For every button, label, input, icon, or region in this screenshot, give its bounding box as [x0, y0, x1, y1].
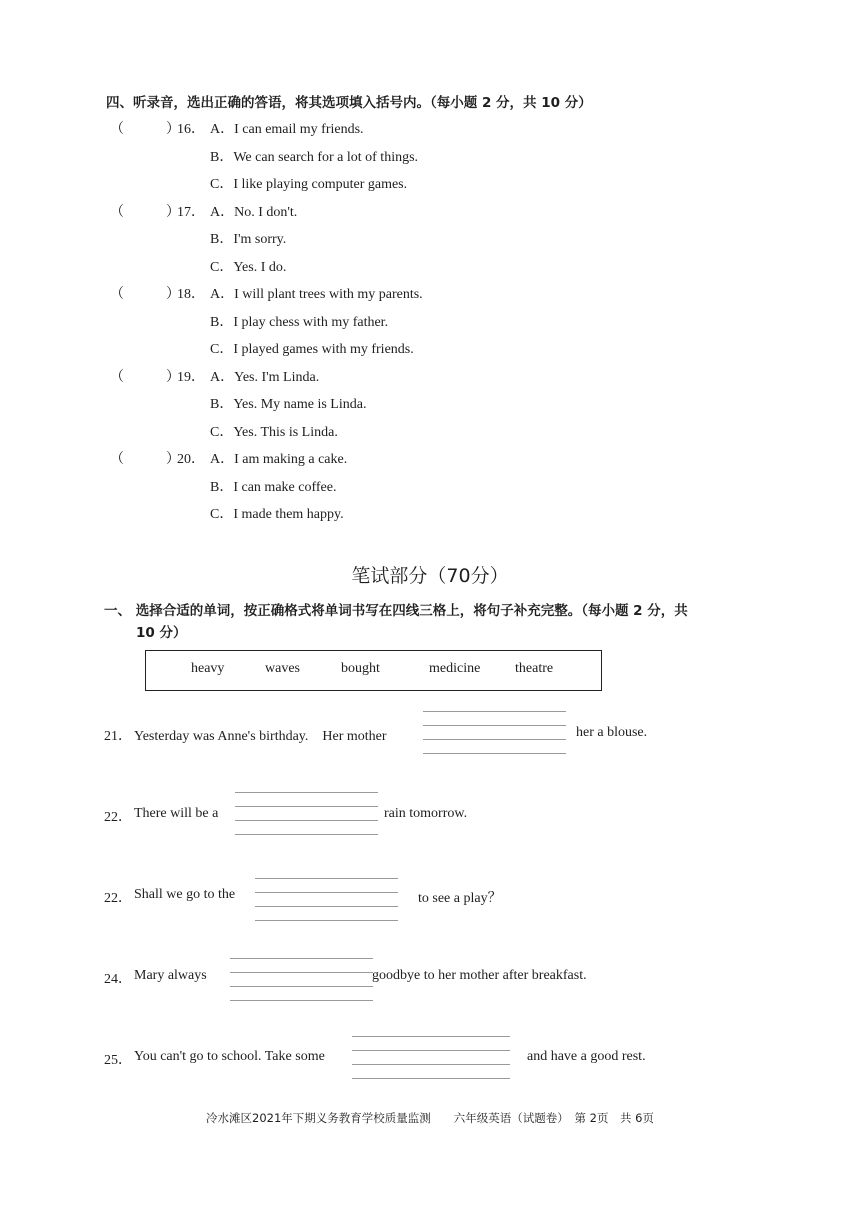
answer-paren-close: ）: [166, 122, 180, 137]
sentence-text-before: Yesterday was Anne's birthday. Her mother: [134, 729, 387, 744]
answer-paren-close: ）: [166, 370, 180, 385]
answer-paren-open: （: [110, 287, 124, 302]
word-bank-item-waves: waves: [265, 661, 300, 676]
sentence-number: 22．: [104, 810, 132, 825]
sentence-number: 25．: [104, 1053, 132, 1068]
option-b: B．Yes. My name is Linda.: [210, 397, 367, 412]
option-a: A．I can email my friends.: [210, 122, 364, 137]
part1-title-line1: 一、 选择合适的单词，按正确格式将单词书写在四线三格上，将句子补充完整。（每小题 2 分，共: [104, 603, 688, 619]
sentence-text-after: to see a play？: [418, 891, 502, 906]
answer-paren-open: （: [110, 205, 124, 220]
sentence-text-after: goodbye to her mother after breakfast.: [372, 968, 587, 983]
option-a: A．I will plant trees with my parents.: [210, 287, 423, 302]
section4-title: 四、听录音，选出正确的答语，将其选项填入括号内。（每小题 2 分，共 10 分）: [106, 95, 592, 111]
option-c: C．I played games with my friends.: [210, 342, 414, 357]
sentence-number: 24．: [104, 972, 132, 987]
sentence-text-after: and have a good rest.: [527, 1049, 646, 1064]
four-line-grid[interactable]: [352, 1036, 510, 1079]
option-c: C．I made them happy.: [210, 507, 344, 522]
option-a: A．Yes. I'm Linda.: [210, 370, 320, 385]
four-line-grid[interactable]: [423, 711, 566, 754]
sentence-text-before: Mary always: [134, 968, 207, 983]
word-bank-box: [145, 650, 602, 691]
sentence-text-after: rain tomorrow.: [384, 806, 468, 821]
four-line-grid[interactable]: [235, 792, 378, 835]
word-bank-item-medicine: medicine: [429, 661, 481, 676]
answer-paren-open: （: [110, 370, 124, 385]
option-a: A．No. I don't.: [210, 205, 298, 220]
sentence-text-before: Shall we go to the: [134, 887, 236, 902]
option-b: B．I'm sorry.: [210, 232, 287, 247]
part1-title-line2: 10 分）: [136, 625, 187, 641]
option-a: A．I am making a cake.: [210, 452, 348, 467]
sentence-text-before: There will be a: [134, 806, 219, 821]
option-b: B．I can make coffee.: [210, 480, 337, 495]
answer-paren-close: ）: [166, 205, 180, 220]
sentence-text-after: her a blouse.: [576, 725, 648, 740]
option-c: C．I like playing computer games.: [210, 177, 408, 192]
option-c: C．Yes. I do.: [210, 260, 287, 275]
answer-paren-close: ）: [166, 452, 180, 467]
word-bank-item-theatre: theatre: [515, 661, 554, 676]
page-footer: 冷水滩区2021年下期义务教育学校质量监测 六年级英语（试题卷） 第 2页 共 6页: [206, 1111, 654, 1125]
sentence-text-before: You can't go to school. Take some: [134, 1049, 325, 1064]
question-number: 17．: [177, 205, 205, 220]
option-c: C．Yes. This is Linda.: [210, 425, 338, 440]
sentence-number: 22．: [104, 891, 132, 906]
answer-paren-open: （: [110, 122, 124, 137]
option-b: B．We can search for a lot of things.: [210, 150, 419, 165]
option-b: B．I play chess with my father.: [210, 315, 389, 330]
question-number: 19．: [177, 370, 205, 385]
four-line-grid[interactable]: [255, 878, 398, 921]
question-number: 18．: [177, 287, 205, 302]
sentence-number: 21．: [104, 729, 132, 744]
word-bank-item-heavy: heavy: [191, 661, 225, 676]
answer-paren-close: ）: [166, 287, 180, 302]
question-number: 20．: [177, 452, 205, 467]
question-number: 16．: [177, 122, 205, 137]
written-part-title: 笔试部分（70分）: [351, 565, 509, 587]
word-bank-item-bought: bought: [341, 661, 380, 676]
four-line-grid[interactable]: [230, 958, 373, 1001]
answer-paren-open: （: [110, 452, 124, 467]
